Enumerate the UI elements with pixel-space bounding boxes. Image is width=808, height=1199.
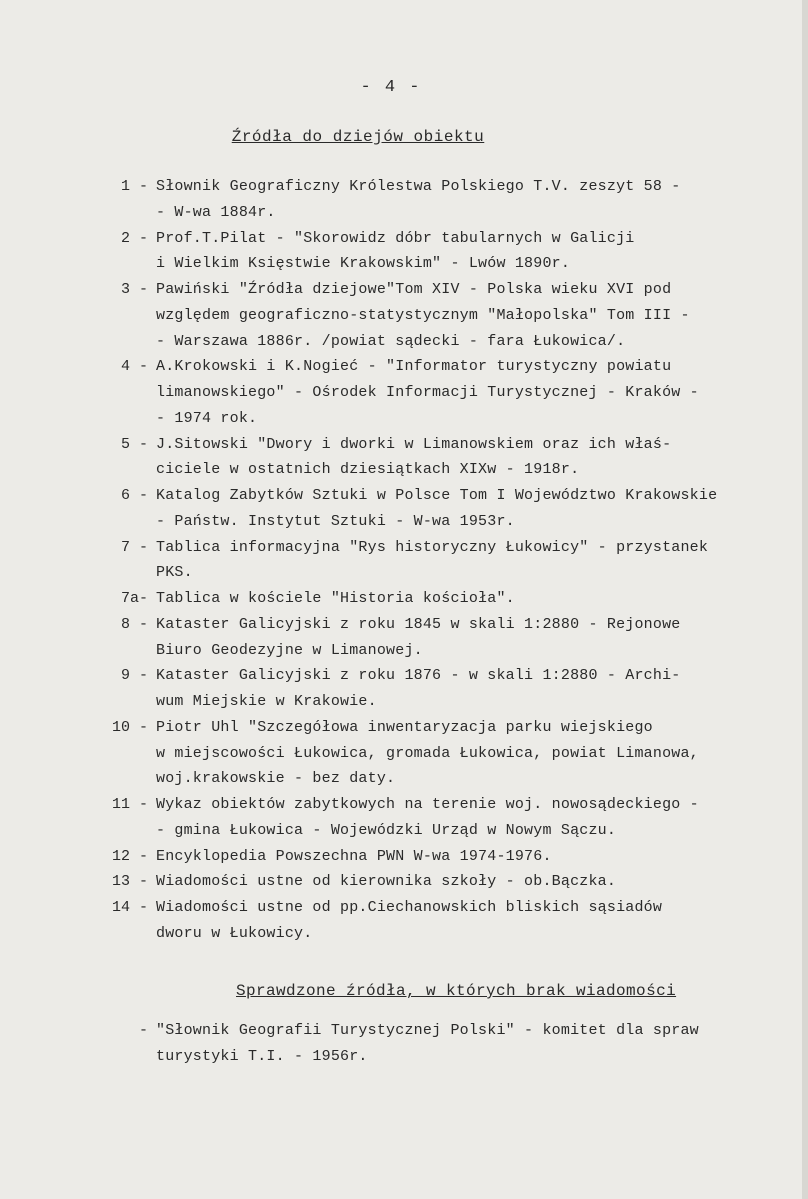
item-text-line: Biuro Geodezyjne w Limanowej. — [156, 641, 423, 659]
item-text-line: turystyki T.I. - 1956r. — [156, 1047, 368, 1065]
item-text-line: dworu w Łukowicy. — [156, 924, 313, 942]
item-text-line: woj.krakowskie - bez daty. — [156, 770, 396, 788]
item-text-line: PKS. — [156, 564, 193, 582]
item-number: 7 - — [120, 538, 148, 556]
item-text-line: wum Miejskie w Krakowie. — [156, 693, 377, 710]
item-text-line: i Wielkim Księstwie Krakowskim" - Lwów 1890r. — [156, 255, 571, 273]
section-title: Źródła do dziejów obiektu — [231, 128, 485, 146]
item-text-line: Encyklopedia Powszechna PWN W-wa 1974-1976. — [156, 847, 552, 865]
item-number: 12 - — [111, 847, 148, 865]
item-number: 11 - — [111, 796, 148, 813]
item-number: 6 - — [120, 487, 148, 504]
item-text-line: limanowskiego" - Ośrodek Informacji Turystycznej - Kraków - — [156, 384, 699, 401]
item-number: 1 - — [120, 178, 148, 195]
item-number: 8 - — [120, 615, 148, 633]
item-number: 14 - — [111, 899, 148, 916]
item-number: 13 - — [111, 873, 148, 891]
item-text-line: Tablica informacyjna "Rys historyczny Łukowicy" - przystanek — [156, 538, 709, 556]
item-text-line: Pawiński "Źródła dziejowe"Tom XIV - Polska wieku XVI pod — [156, 281, 672, 298]
item-text-line: Tablica w kościele "Historia kościoła". — [156, 590, 515, 607]
item-number: 3 - — [120, 281, 148, 298]
item-number: - — [138, 1022, 148, 1039]
item-text-line: - Państw. Instytut Sztuki - W-wa 1953r. — [156, 512, 515, 530]
item-text-line: Słownik Geograficzny Królestwa Polskiego T.V. zeszyt 58 - — [156, 178, 681, 195]
item-text-line: - gmina Łukowica - Wojewódzki Urząd w Nowym Sączu. — [156, 821, 617, 839]
item-number: 7a- — [120, 590, 148, 607]
item-number: 9 - — [120, 667, 148, 685]
item-text-line: - Warszawa 1886r. /powiat sądecki - fara Łukowica/. — [156, 332, 626, 350]
item-text-line: - 1974 rok. — [156, 409, 258, 427]
item-text-line: Wykaz obiektów zabytkowych na terenie woj. nowosądeckiego - — [156, 796, 699, 813]
page-number: - 4 - — [360, 78, 422, 97]
checked-sources-title: Sprawdzone źródła, w których brak wiadomości — [236, 982, 677, 1000]
item-text-line: względem geograficzno-statystycznym "Małopolska" Tom III - — [156, 306, 690, 324]
item-text-line: J.Sitowski "Dwory i dworki w Limanowskiem oraz ich właś- — [156, 435, 672, 453]
item-text-line: ciciele w ostatnich dziesiątkach XIXw - 1918r. — [156, 461, 580, 479]
item-number: 4 - — [120, 358, 148, 376]
item-text-line: A.Krokowski i K.Nogieć - "Informator turystyczny powiatu — [156, 358, 672, 376]
item-number: 10 - — [111, 718, 148, 736]
page-edge — [802, 0, 808, 1199]
item-text-line: Prof.T.Pilat - "Skorowidz dóbr tabularnych w Galicji — [156, 229, 635, 247]
item-text-line: Kataster Galicyjski z roku 1876 - w skali 1:2880 - Archi- — [156, 667, 681, 685]
item-text-line: w miejscowości Łukowica, gromada Łukowica, powiat Limanowa, — [156, 744, 699, 762]
item-text-line: - W-wa 1884r. — [156, 203, 276, 221]
item-text-line: Katalog Zabytków Sztuki w Polsce Tom I Województwo Krakowskie — [156, 487, 718, 504]
item-text-line: Wiadomości ustne od kierownika szkoły - ob.Bączka. — [156, 873, 617, 891]
item-text-line: Wiadomości ustne od pp.Ciechanowskich bliskich sąsiadów — [156, 899, 663, 916]
item-text-line: "Słownik Geografii Turystycznej Polski" - komitet dla spraw — [156, 1022, 699, 1039]
item-text-line: Kataster Galicyjski z roku 1845 w skali 1:2880 - Rejonowe — [156, 615, 681, 633]
item-text-line: Piotr Uhl "Szczegółowa inwentaryzacja parku wiejskiego — [156, 718, 653, 736]
item-number: 5 - — [120, 435, 148, 453]
item-number: 2 - — [120, 229, 148, 247]
